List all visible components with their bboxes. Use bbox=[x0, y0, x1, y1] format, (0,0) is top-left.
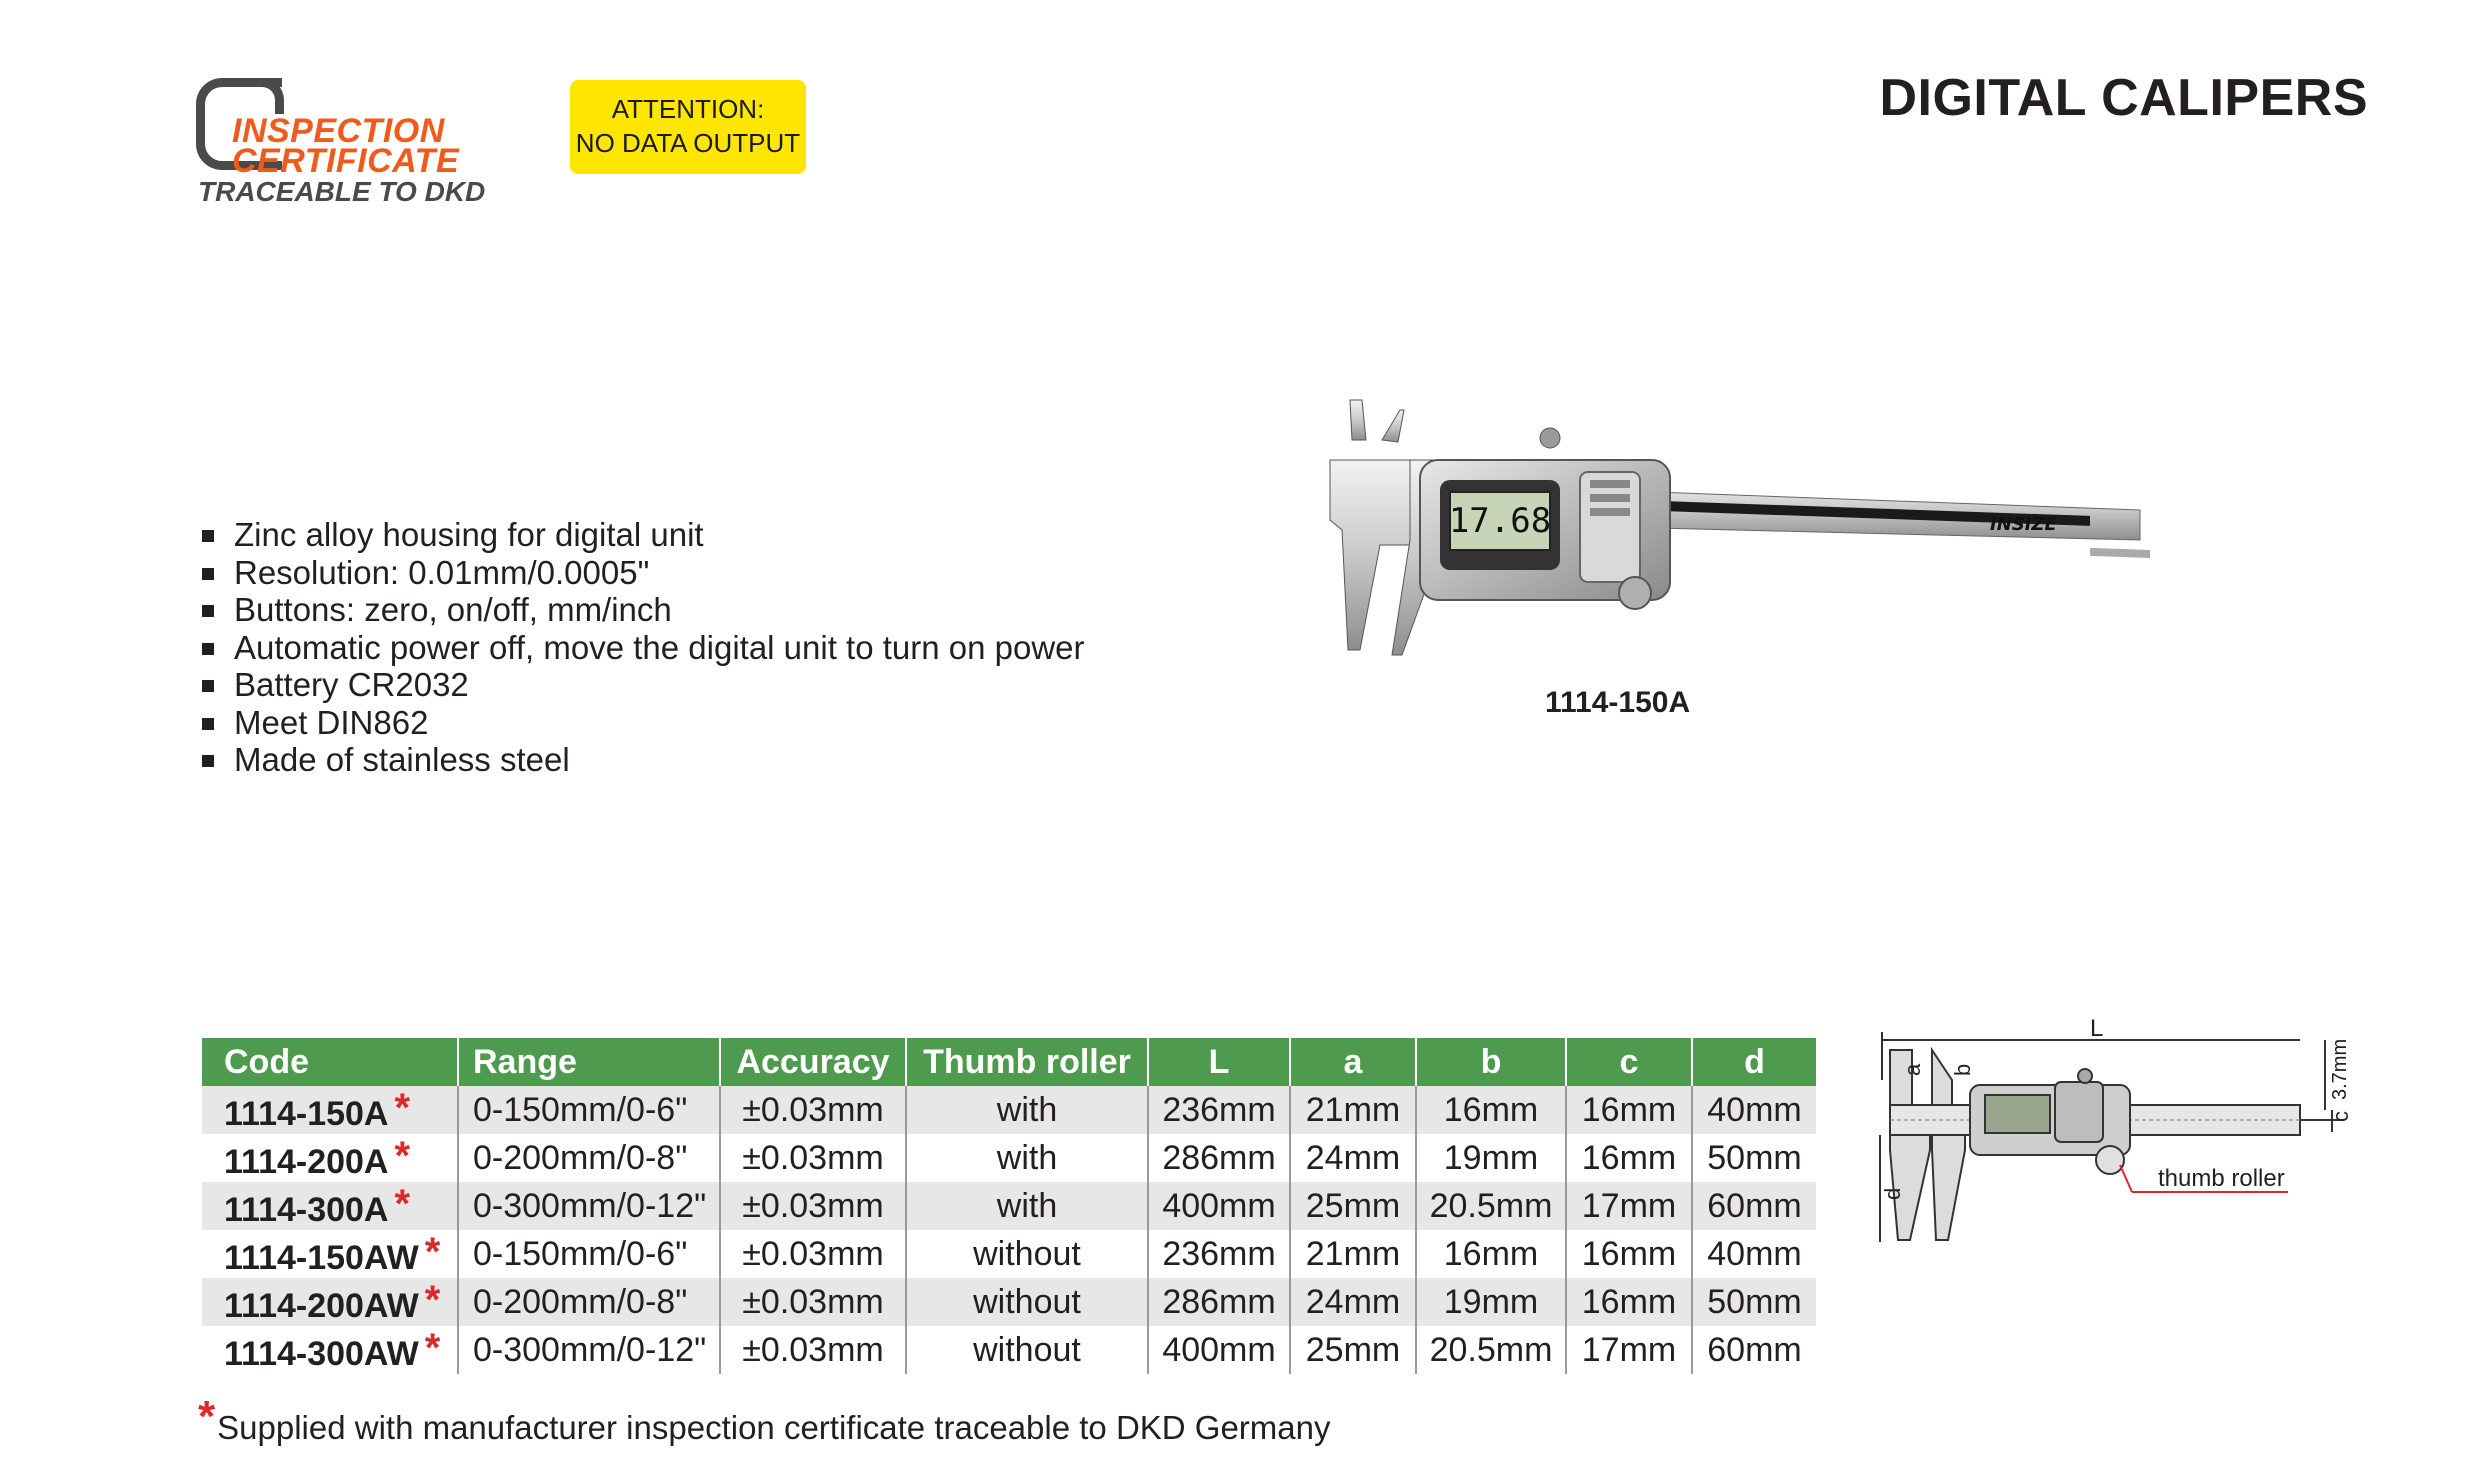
dimension-label-thickness: 3.7mm bbox=[2329, 1038, 2351, 1100]
feature-item: Battery CR2032 bbox=[198, 666, 1085, 704]
cell-c: 16mm bbox=[1566, 1278, 1692, 1326]
cell-code: 1114-150A * bbox=[202, 1086, 458, 1134]
table-row bbox=[202, 1278, 1816, 1326]
cell-d: 40mm bbox=[1692, 1230, 1816, 1278]
cell-b: 19mm bbox=[1416, 1134, 1566, 1182]
header-range: Range bbox=[458, 1038, 720, 1086]
dimension-label-d: d bbox=[1880, 1187, 1905, 1200]
cell-b: 16mm bbox=[1416, 1230, 1566, 1278]
cell-range: 0-300mm/0-12" bbox=[458, 1326, 720, 1374]
cell-d: 50mm bbox=[1692, 1134, 1816, 1182]
cell-a: 25mm bbox=[1290, 1326, 1416, 1374]
cell-accuracy: ±0.03mm bbox=[720, 1230, 906, 1278]
feature-item: Meet DIN862 bbox=[198, 704, 1085, 742]
cell-code: 1114-300AW * bbox=[202, 1326, 458, 1374]
table-row bbox=[202, 1182, 1816, 1230]
logo-line-2: CERTIFICATE bbox=[232, 142, 460, 180]
cell-b: 16mm bbox=[1416, 1086, 1566, 1134]
cell-thumb-roller: with bbox=[906, 1182, 1148, 1230]
cell-thumb-roller: with bbox=[906, 1086, 1148, 1134]
cell-accuracy: ±0.03mm bbox=[720, 1326, 906, 1374]
table-row bbox=[202, 1326, 1816, 1374]
cell-b: 20.5mm bbox=[1416, 1326, 1566, 1374]
cell-c: 17mm bbox=[1566, 1182, 1692, 1230]
cell-code: 1114-300A * bbox=[202, 1182, 458, 1230]
header-b: b bbox=[1416, 1038, 1566, 1086]
cell-l: 400mm bbox=[1148, 1326, 1290, 1374]
table-header-row bbox=[202, 1038, 1816, 1086]
star-icon: * bbox=[424, 1230, 441, 1274]
cell-thumb-roller: without bbox=[906, 1230, 1148, 1278]
header-accuracy: Accuracy bbox=[720, 1038, 906, 1086]
table-row bbox=[202, 1134, 1816, 1182]
page-title: DIGITAL CALIPERS bbox=[1879, 69, 2368, 127]
cell-range: 0-200mm/0-8" bbox=[458, 1134, 720, 1182]
cell-thumb-roller: without bbox=[906, 1326, 1148, 1374]
display-reading: 17.68 bbox=[1448, 501, 1552, 541]
cell-accuracy: ±0.03mm bbox=[720, 1278, 906, 1326]
cell-code: 1114-150AW * bbox=[202, 1230, 458, 1278]
header-c: c bbox=[1566, 1038, 1692, 1086]
feature-item: Made of stainless steel bbox=[198, 741, 1085, 779]
cell-a: 24mm bbox=[1290, 1134, 1416, 1182]
cell-l: 236mm bbox=[1148, 1230, 1290, 1278]
product-caption: 1114-150A bbox=[1545, 686, 1691, 719]
cell-a: 21mm bbox=[1290, 1086, 1416, 1134]
header-a: a bbox=[1290, 1038, 1416, 1086]
star-icon: * bbox=[424, 1326, 441, 1370]
cell-b: 19mm bbox=[1416, 1278, 1566, 1326]
attention-line-2: NO DATA OUTPUT bbox=[575, 128, 801, 158]
feature-item: Buttons: zero, on/off, mm/inch bbox=[198, 591, 1085, 629]
cell-l: 400mm bbox=[1148, 1182, 1290, 1230]
cell-b: 20.5mm bbox=[1416, 1182, 1566, 1230]
spec-table bbox=[202, 1038, 1816, 1374]
cell-code: 1114-200AW * bbox=[202, 1278, 458, 1326]
cell-a: 25mm bbox=[1290, 1182, 1416, 1230]
feature-item: Zinc alloy housing for digital unit bbox=[198, 516, 1085, 554]
cell-c: 16mm bbox=[1566, 1230, 1692, 1278]
header-code: Code bbox=[202, 1038, 458, 1086]
feature-item: Resolution: 0.01mm/0.0005" bbox=[198, 554, 1085, 592]
feature-list bbox=[198, 516, 1085, 779]
star-icon: * bbox=[424, 1278, 441, 1322]
cell-d: 60mm bbox=[1692, 1326, 1816, 1374]
cell-d: 60mm bbox=[1692, 1182, 1816, 1230]
cell-l: 236mm bbox=[1148, 1086, 1290, 1134]
star-icon: * bbox=[394, 1134, 411, 1178]
cell-d: 40mm bbox=[1692, 1086, 1816, 1134]
cell-thumb-roller: with bbox=[906, 1134, 1148, 1182]
feature-item: Automatic power off, move the digital unit to turn on power bbox=[198, 629, 1085, 667]
cell-a: 24mm bbox=[1290, 1278, 1416, 1326]
cell-range: 0-300mm/0-12" bbox=[458, 1182, 720, 1230]
cell-range: 0-200mm/0-8" bbox=[458, 1278, 720, 1326]
attention-line-1: ATTENTION: bbox=[611, 94, 765, 124]
star-icon: * bbox=[394, 1182, 411, 1226]
cell-c: 17mm bbox=[1566, 1326, 1692, 1374]
cell-a: 21mm bbox=[1290, 1230, 1416, 1278]
dimension-label-l: L bbox=[2090, 1015, 2104, 1042]
thumb-roller-label: thumb roller bbox=[2158, 1165, 2285, 1192]
caliper-product-image bbox=[1290, 380, 2180, 690]
dimension-label-b: b bbox=[1950, 1063, 1975, 1076]
header-thumb-roller: Thumb roller bbox=[906, 1038, 1148, 1086]
dimension-label-a: a bbox=[1900, 1063, 1925, 1076]
header-d: d bbox=[1692, 1038, 1816, 1086]
cell-range: 0-150mm/0-6" bbox=[458, 1230, 720, 1278]
cell-l: 286mm bbox=[1148, 1134, 1290, 1182]
cell-c: 16mm bbox=[1566, 1086, 1692, 1134]
dimension-drawing bbox=[1870, 1010, 2353, 1280]
cell-l: 286mm bbox=[1148, 1278, 1290, 1326]
attention-badge bbox=[570, 80, 806, 174]
logo-subtitle: TRACEABLE TO DKD bbox=[198, 176, 486, 207]
brand-label: INSIZE bbox=[1990, 514, 2057, 535]
table-row bbox=[202, 1086, 1816, 1134]
header-l: L bbox=[1148, 1038, 1290, 1086]
cell-accuracy: ±0.03mm bbox=[720, 1134, 906, 1182]
star-icon: * bbox=[198, 1392, 216, 1441]
cell-accuracy: ±0.03mm bbox=[720, 1086, 906, 1134]
inspection-certificate-logo bbox=[196, 78, 496, 208]
table-row bbox=[202, 1230, 1816, 1278]
cell-code: 1114-200A * bbox=[202, 1134, 458, 1182]
cell-thumb-roller: without bbox=[906, 1278, 1148, 1326]
cell-range: 0-150mm/0-6" bbox=[458, 1086, 720, 1134]
cell-accuracy: ±0.03mm bbox=[720, 1182, 906, 1230]
dimension-label-c: c bbox=[2328, 1111, 2353, 1122]
star-icon: * bbox=[394, 1086, 411, 1130]
footnote bbox=[198, 1392, 1331, 1447]
logo-line-1: INSPECTION bbox=[232, 112, 445, 150]
cell-c: 16mm bbox=[1566, 1134, 1692, 1182]
footnote-text: Supplied with manufacturer inspection certificate traceable to DKD Germany bbox=[217, 1409, 1331, 1446]
cell-d: 50mm bbox=[1692, 1278, 1816, 1326]
